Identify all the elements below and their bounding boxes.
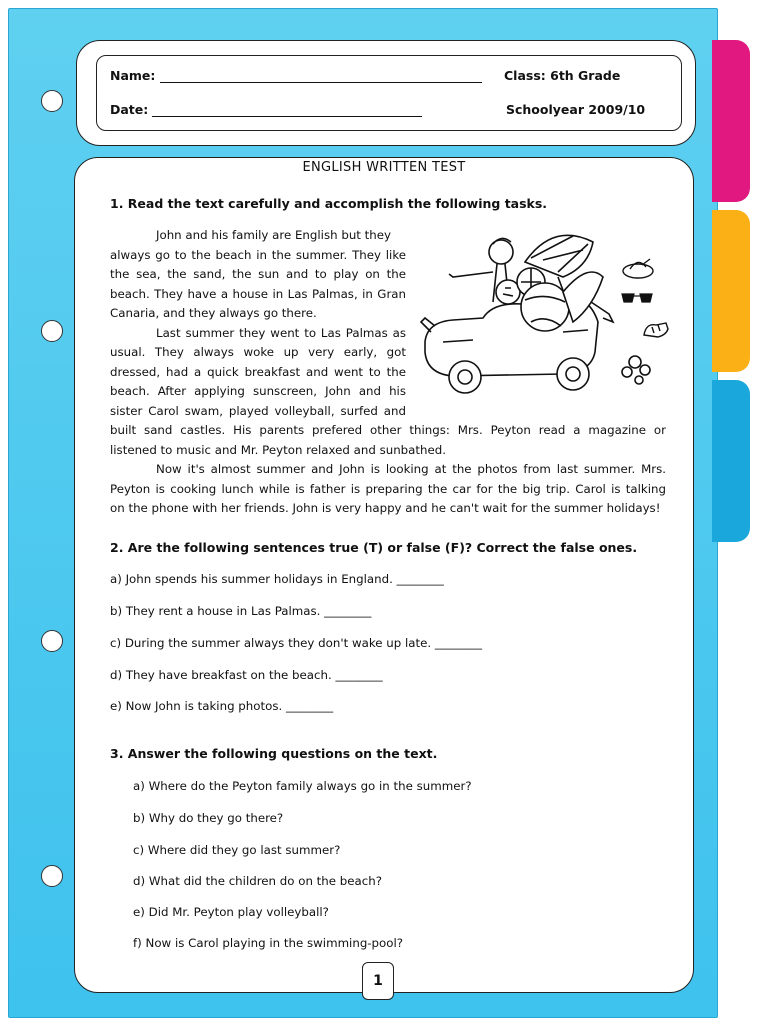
page-title: ENGLISH WRITTEN TEST	[302, 160, 466, 175]
divider-tab-yellow	[712, 210, 750, 372]
question-d: d) What did the children do on the beach?	[133, 874, 382, 888]
text-line: dressed, had a quick breakfast and went to the	[110, 364, 406, 379]
question-f: f) Now is Carol playing in the swimming-pool?	[133, 936, 404, 950]
date-label: Date:	[110, 102, 149, 117]
name-field[interactable]	[160, 82, 482, 83]
tf-item-c: c) During the summer always they don't wake up late. ________	[110, 636, 483, 650]
hat-icon	[620, 255, 656, 283]
text-line: Now it's almost summer and John is looking at the photos from last summer. Mrs.	[156, 462, 666, 476]
text-line: John and his family are English but they	[156, 228, 392, 242]
sneaker-icon	[640, 315, 672, 343]
question-b: b) Why do they go there?	[133, 811, 284, 825]
text-line: listened to music and Mr. Peyton relaxed and sunbathed.	[110, 442, 446, 457]
text-line: Last summer they went to Las Palmas as	[156, 325, 406, 340]
tf-item-d: d) They have breakfast on the beach. ________	[110, 668, 383, 682]
text-line: the sea, the sand, the sun and to play on the	[110, 267, 406, 281]
binder-hole	[41, 90, 63, 112]
question-c: c) Where did they go last summer?	[133, 843, 341, 857]
sunglasses-icon	[618, 288, 658, 308]
tf-item-b: b) They rent a house in Las Palmas. ________	[110, 604, 372, 618]
schoolyear-label: Schoolyear 2009/10	[506, 102, 646, 117]
text-line: beach. After applying sunscreen, John and his	[110, 384, 406, 398]
section2-heading: 2. Are the following sentences true (T) or false (F)? Correct the false ones.	[110, 540, 638, 555]
binder-hole	[41, 865, 63, 887]
tf-item-a: a) John spends his summer holidays in England. ________	[110, 572, 444, 586]
date-field[interactable]	[152, 116, 422, 117]
binder-hole	[41, 630, 63, 652]
text-line: on the phone with her friends. John is very happy and he can't wait for the summer holidays!	[110, 501, 661, 515]
text-line: sister Carol swam, played volleyball, surfed and	[110, 403, 406, 418]
section3-heading: 3. Answer the following questions on the text.	[110, 746, 438, 761]
text-line: usual. They always woke up very early, got	[110, 345, 406, 359]
divider-tab-pink	[712, 40, 750, 202]
header-fields	[96, 55, 682, 131]
divider-tab-blue	[712, 380, 750, 542]
text-line: built sand castles. His parents prefered other things: Mrs. Peyton read a magazine or	[110, 423, 666, 437]
tf-item-e: e) Now John is taking photos. ________	[110, 699, 334, 713]
text-line: always go to the beach in the summer. They like	[110, 247, 406, 262]
question-e: e) Did Mr. Peyton play volleyball?	[133, 905, 329, 919]
text-line: beach. They have a house in Las Palmas, in Gran	[110, 286, 406, 301]
reading-paragraph-2	[110, 421, 666, 519]
text-line: Peyton is cooking lunch while is father is preparing the car for the big trip. Carol is talking	[110, 481, 666, 496]
class-label: Class: 6th Grade	[504, 68, 621, 83]
section1-heading: 1. Read the text carefully and accomplish the following tasks.	[110, 196, 548, 211]
question-a: a) Where do the Peyton family always go in the summer?	[133, 779, 472, 793]
text-line: Canaria, and they always go there.	[110, 306, 317, 320]
binder-hole	[41, 320, 63, 342]
reading-paragraph-1	[110, 226, 406, 421]
name-label: Name:	[110, 68, 156, 83]
beach-car-illustration	[413, 222, 673, 412]
page-number: 1	[362, 962, 394, 1000]
